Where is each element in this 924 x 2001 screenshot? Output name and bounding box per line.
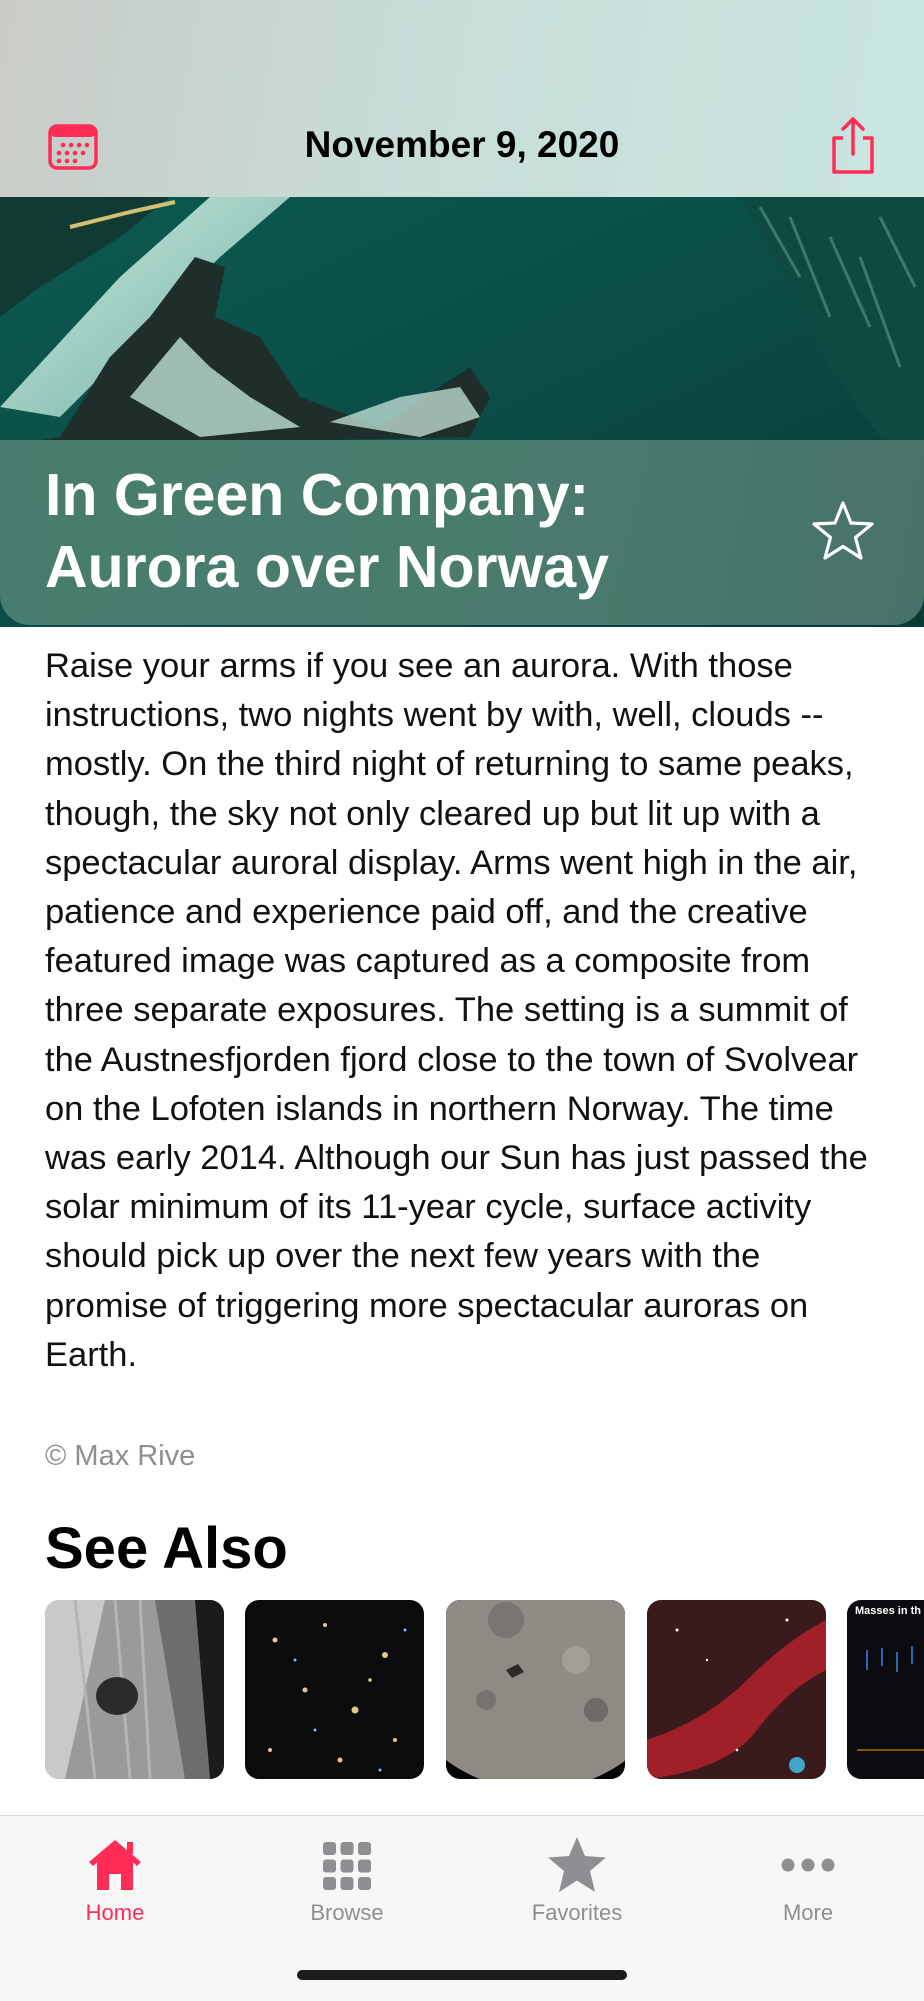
see-also-thumb[interactable] xyxy=(45,1600,224,1779)
page-date: November 9, 2020 xyxy=(304,124,620,165)
see-also-heading: See Also xyxy=(45,1516,288,1581)
image-credit: © Max Rive xyxy=(45,1440,196,1472)
tab-home[interactable] xyxy=(35,1834,195,1944)
tab-label: Favorites xyxy=(531,1900,623,1925)
see-also-carousel[interactable] xyxy=(45,1600,924,1780)
article-body: Raise your arms if you see an aurora. With those instructions, two nights went by with, well, clouds -- mostly. On the third night of returning to same peaks, though, the sky not only cleared up but lit up with a spectacular auroral display. Arms went high in the air, patience and experience paid off, and the creative featured image was captured as a composite from three separate exposures. The setting is a summit of the Austnesfjorden fjord close to the town of Svolvear on the Lofoten islands in northern Norway. The time was early 2014. Although our Sun has just passed the solar minimum of its 11-year cycle, surface activity should pick up over the next few years with the promise of triggering more spectacular auroras on Earth. xyxy=(45,647,868,1374)
article-title xyxy=(45,459,805,603)
see-also-thumb[interactable] xyxy=(446,1600,625,1779)
see-also-thumb[interactable] xyxy=(647,1600,826,1779)
house-icon xyxy=(85,1834,145,1896)
thumb-caption: Masses in th xyxy=(855,1605,922,1617)
tab-browse[interactable] xyxy=(267,1834,427,1944)
tab-favorites[interactable] xyxy=(497,1834,657,1944)
see-also-thumb[interactable] xyxy=(847,1600,924,1779)
see-also-thumb[interactable] xyxy=(245,1600,424,1779)
title-line-2: Aurora over Norway xyxy=(45,534,609,600)
star-outline-icon xyxy=(810,498,876,564)
tab-label: Browse xyxy=(310,1900,384,1925)
ellipsis-icon xyxy=(778,1834,838,1896)
top-header xyxy=(0,0,924,197)
favorite-button[interactable] xyxy=(810,498,876,564)
tab-more[interactable] xyxy=(728,1834,888,1944)
tab-label: Home xyxy=(85,1900,145,1925)
share-icon xyxy=(826,116,880,176)
grid-icon xyxy=(317,1834,377,1896)
tab-label: More xyxy=(782,1900,834,1925)
title-line-1: In Green Company: xyxy=(45,462,590,528)
share-button[interactable] xyxy=(826,116,880,176)
home-indicator xyxy=(297,1970,627,1980)
star-icon xyxy=(545,1834,609,1896)
